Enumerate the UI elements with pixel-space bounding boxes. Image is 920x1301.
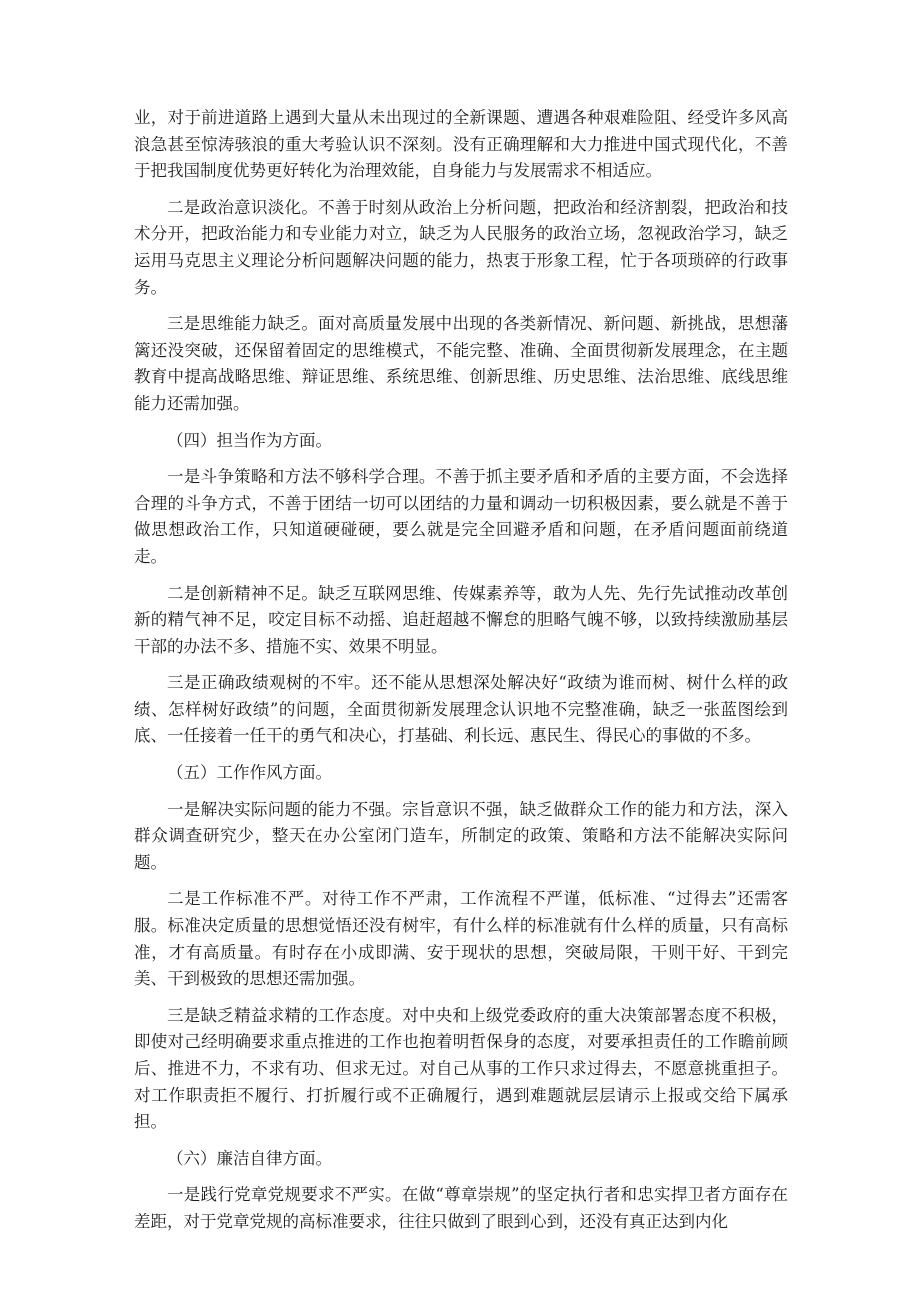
paragraph-thinking-ability: 三是思维能力缺乏。面对高质量发展中出现的各类新情况、新问题、新挑战，思想藩篱还没突破，还保留着固定的思维模式，不能完整、准确、全面贯彻新发展理念，在主题教育中提高战略思维、辩证思维、系统思维、创新思维、历史思维、法治思维、底线思维能力还需加强。	[134, 314, 788, 413]
paragraph-continuation: 业，对于前进道路上遇到大量从未出现过的全新课题、遭遇各种艰难险阻、经受许多风高浪急甚至惊涛骇浪的重大考验认识不深刻。没有正确理解和大力推进中国式现代化，不善于把我国制度优势更好转化为治理效能，自身能力与发展需求不相适应。	[134, 108, 788, 181]
section-heading-responsibility: （四）担当作为方面。	[167, 430, 332, 450]
section-heading-work-style: （五）工作作风方面。	[167, 763, 332, 783]
paragraph-struggle-strategy: 一是斗争策略和方法不够科学合理。不善于抓主要矛盾和矛盾的主要方面，不会选择合理的斗争方式，不善于团结一切可以团结的力量和调动一切积极因素，要么就是不善于做思想政治工作，只知道硬碰硬，要么就是完全回避矛盾和问题，在矛盾问题面前绕道走。	[134, 467, 788, 566]
section-heading-integrity: （六）廉洁自律方面。	[167, 1148, 332, 1168]
paragraph-performance-view: 三是正确政绩观树的不牢。还不能从思想深处解决好“政绩为谁而树、树什么样的政绩、怎样树好政绩”的问题，全面贯彻新发展理念认识地不完整准确，缺乏一张蓝图绘到底、一任接着一任干的勇气和决心，打基础、利长远、惠民生、得民心的事做的不多。	[134, 673, 788, 746]
paragraph-work-attitude: 三是缺乏精益求精的工作态度。对中央和上级党委政府的重大决策部署态度不积极，即使对己经明确要求重点推进的工作也抱着明哲保身的态度，对要承担责任的工作瞻前顾后、推进不力，不求有功、但求无过。对自己从事的工作只求过得去，不愿意挑重担子。对工作职责拒不履行、打折履行或不正确履行，遇到难题就层层请示上报或交给下属承担。	[134, 1005, 788, 1132]
paragraph-work-standards: 二是工作标准不严。对待工作不严肃，工作流程不严谨，低标准、“过得去”还需客服。标准决定质量的思想觉悟还没有树牢，有什么样的标准就有什么样的质量，只有高标准，才有高质量。有时存在小成即满、安于现状的思想，突破局限，干则干好、干到完美、干到极致的思想还需加强。	[134, 889, 788, 989]
document-page	[134, 105, 788, 1246]
paragraph-political-awareness: 二是政治意识淡化。不善于时刻从政治上分析问题，把政治和经济割裂，把政治和技术分开，把政治能力和专业能力对立，缺乏为人民服务的政治立场，忽视政治学习，缺乏运用马克思主义理论分析问题解决问题的能力，热衷于形象工程，忙于各项琐碎的行政事务。	[134, 197, 788, 297]
paragraph-problem-solving: 一是解决实际问题的能力不强。宗旨意识不强，缺乏做群众工作的能力和方法，深入群众调查研究少，整天在办公室闭门造车，所制定的政策、策略和方法不能解决实际问题。	[134, 799, 788, 872]
paragraph-party-rules: 一是践行党章党规要求不严实。在做“尊章崇规”的坚定执行者和忠实捍卫者方面存在差距，对于党章党规的高标准要求，往往只做到了眼到心到，还没有真正达到内化	[134, 1185, 788, 1231]
paragraph-innovation-spirit: 二是创新精神不足。缺乏互联网思维、传媒素养等，敢为人先、先行先试推动改革创新的精气神不足，咬定目标不动摇、追赶超越不懈怠的胆略气魄不够，以致持续激励基层干部的办法不多、措施不实、效果不明显。	[134, 583, 788, 656]
